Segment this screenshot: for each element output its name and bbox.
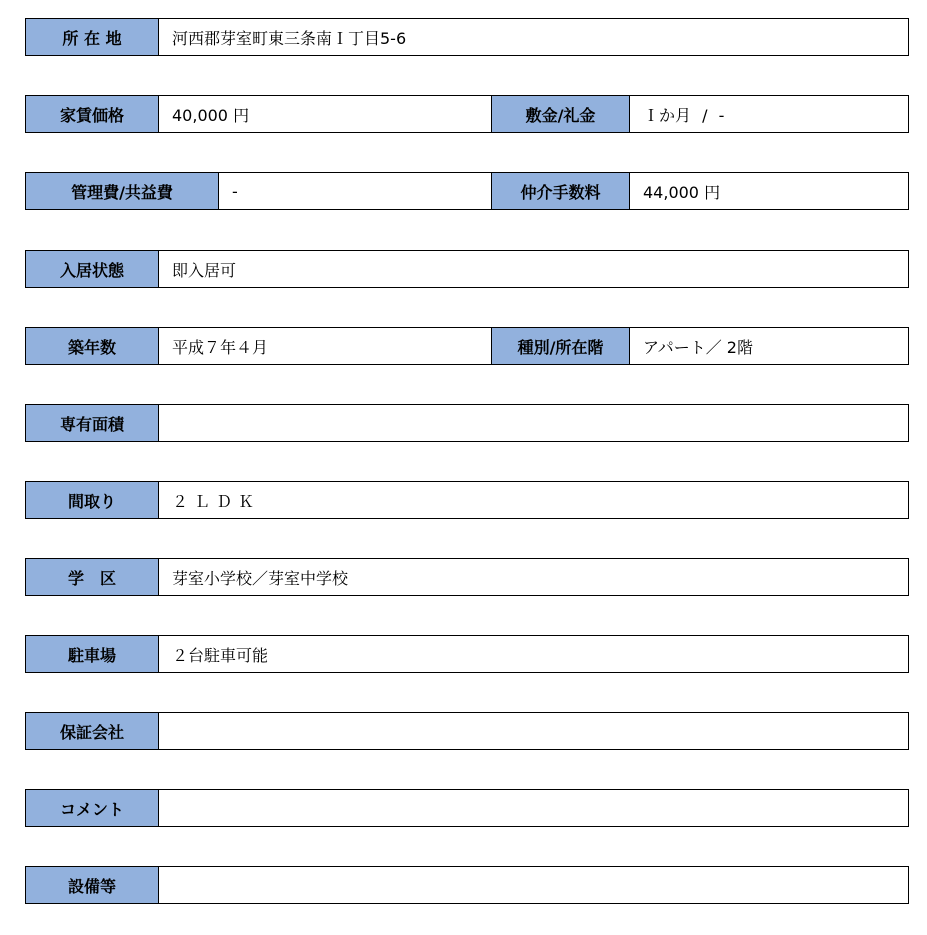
layout-value: ２ＬＤＫ [172,491,261,511]
location-value: 河西郡芽室町東三条南Ｉ丁目5-6 [172,28,407,48]
guarantor-row [25,712,909,750]
comment-row [25,789,909,827]
location-label: 所 在 地 [26,19,159,55]
type-floor-value: アパート／ 2階 [643,337,753,357]
layout-label: 間取り [26,482,159,518]
type-floor-label: 種別/所在階 [491,328,630,364]
brokerage-fee-label: 仲介手数料 [491,173,630,209]
brokerage-fee-value: 44,000 円 [643,182,721,202]
management-fee-label: 管理費/共益費 [26,173,219,209]
school-district-row [25,558,909,596]
building-age-value: 平成７年４月 [172,337,269,357]
layout-row [25,481,909,519]
guarantor-label: 保証会社 [26,713,159,749]
occupancy-value: 即入居可 [172,260,237,280]
school-district-label: 学 区 [26,559,159,595]
comment-label: コメント [26,790,159,826]
building-age-label: 築年数 [26,328,159,364]
school-district-value: 芽室小学校／芽室中学校 [172,568,349,588]
rent-label: 家賃価格 [26,96,159,132]
deposit-key-money-value: Ｉか月 / - [643,105,725,125]
guarantor-value [159,713,908,749]
rent-value: 40,000 円 [172,105,250,125]
management-fee-value: - [232,181,238,201]
facilities-row [25,866,909,904]
location-row [25,18,909,56]
floor-area-label: 専有面積 [26,405,159,441]
floor-area-value [159,405,908,441]
parking-row [25,635,909,673]
occupancy-row [25,250,909,288]
comment-value [159,790,908,826]
facilities-value [159,867,908,903]
building-row [25,327,909,365]
parking-value: ２台駐車可能 [172,645,269,665]
parking-label: 駐車場 [26,636,159,672]
fees-row [25,172,909,210]
occupancy-label: 入居状態 [26,251,159,287]
rent-row [25,95,909,133]
facilities-label: 設備等 [26,867,159,903]
deposit-key-money-label: 敷金/礼金 [491,96,630,132]
floor-area-row [25,404,909,442]
